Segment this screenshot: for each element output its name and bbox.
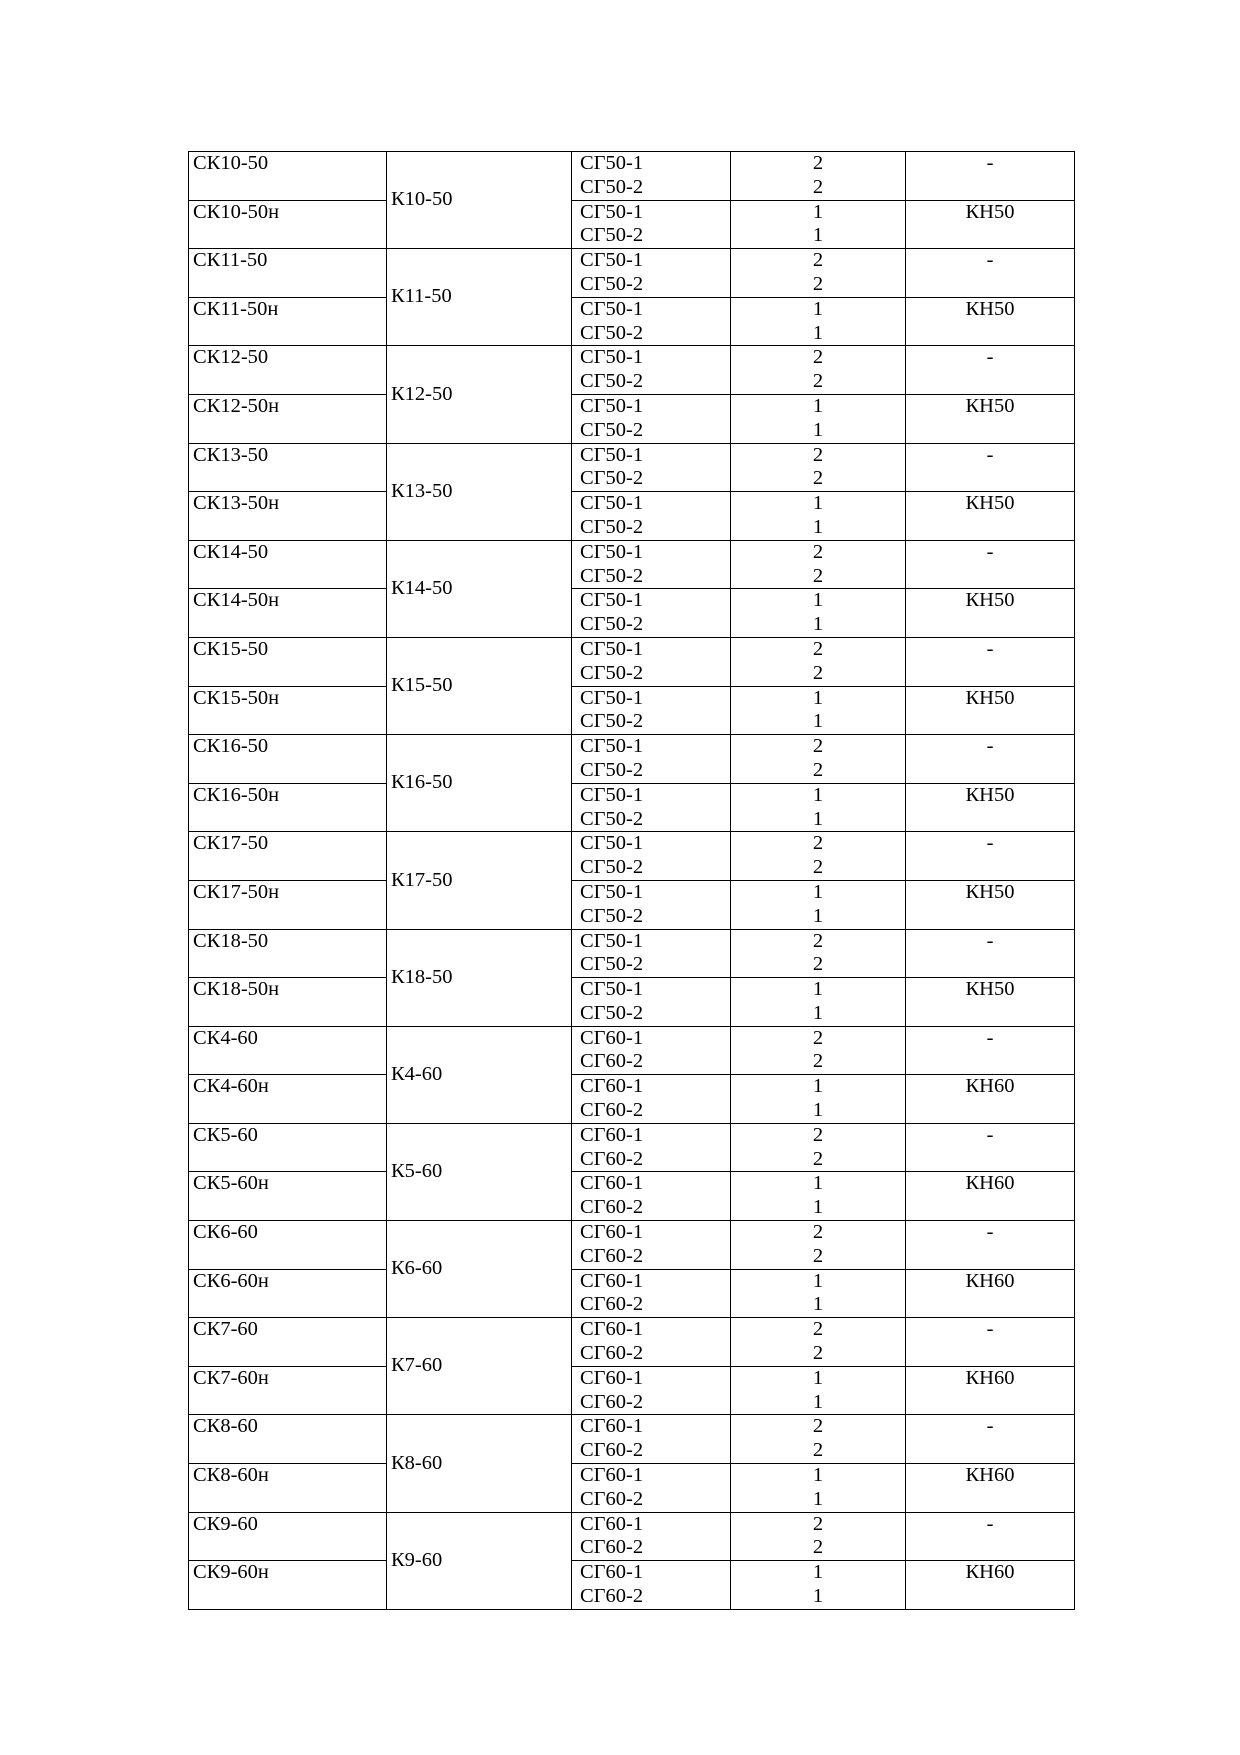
- quantity-cell: [731, 686, 906, 735]
- quantity-value: 2: [812, 856, 824, 879]
- parts-cell: [572, 492, 731, 541]
- quantity-cell: [731, 589, 906, 638]
- part-code: СГ60-2: [580, 1342, 644, 1365]
- table-row: [189, 1415, 1075, 1464]
- part-code: СГ60-2: [580, 1390, 644, 1413]
- part-code: СГ50-1: [580, 346, 644, 369]
- quantity-value: 2: [812, 540, 824, 563]
- table-row: [189, 1366, 1075, 1415]
- table-row: [189, 297, 1075, 346]
- quantity-value: 2: [812, 1342, 824, 1365]
- table-row: [189, 1561, 1075, 1610]
- table-row: [189, 443, 1075, 492]
- part-code: СГ50-1: [580, 832, 644, 855]
- quantity-value: 2: [812, 370, 824, 393]
- group-code-cell: К11-50: [387, 249, 572, 346]
- parts-cell: [572, 1172, 731, 1221]
- part-code: СГ60-1: [580, 1075, 644, 1098]
- item-name-cell: СК10-50н: [189, 200, 387, 249]
- quantity-cell: [731, 783, 906, 832]
- quantity-value: 2: [812, 953, 824, 976]
- quantity-value: 1: [812, 904, 824, 927]
- quantity-value: 2: [812, 735, 824, 758]
- part-code: СГ50-2: [580, 321, 644, 344]
- part-code: СГ60-1: [580, 1221, 644, 1244]
- table-row: [189, 1172, 1075, 1221]
- table-row: [189, 1269, 1075, 1318]
- extra-part-cell: КН60: [906, 1269, 1075, 1318]
- parts-cell: [572, 1464, 731, 1513]
- part-code: СГ60-2: [580, 1050, 644, 1073]
- quantity-cell: [731, 1172, 906, 1221]
- part-code: СГ60-2: [580, 1244, 644, 1267]
- part-code: СГ50-1: [580, 637, 644, 660]
- parts-cell: [572, 1221, 731, 1270]
- quantity-value: 1: [812, 1487, 824, 1510]
- extra-part-cell: -: [906, 443, 1075, 492]
- table-row: [189, 394, 1075, 443]
- quantity-cell: [731, 1123, 906, 1172]
- item-name-cell: СК8-60н: [189, 1464, 387, 1513]
- quantity-value: 2: [812, 1536, 824, 1559]
- parts-cell: [572, 1075, 731, 1124]
- part-code: СГ50-1: [580, 880, 644, 903]
- parts-cell: [572, 1512, 731, 1561]
- quantity-cell: [731, 394, 906, 443]
- quantity-value: 2: [812, 152, 824, 174]
- quantity-value: 1: [812, 1561, 824, 1584]
- quantity-value: 1: [812, 1293, 824, 1316]
- part-code: СГ60-2: [580, 1147, 644, 1170]
- parts-cell: [572, 686, 731, 735]
- parts-cell: [572, 637, 731, 686]
- group-code-cell: К12-50: [387, 346, 572, 443]
- part-code: СГ50-2: [580, 224, 644, 247]
- quantity-value: 1: [812, 1269, 824, 1292]
- quantity-cell: [731, 1318, 906, 1367]
- quantity-value: 1: [812, 492, 824, 515]
- table-row: [189, 1464, 1075, 1513]
- table-row: [189, 735, 1075, 784]
- quantity-value: 2: [812, 1415, 824, 1438]
- part-code: СГ50-1: [580, 540, 644, 563]
- item-name-cell: СК16-50н: [189, 783, 387, 832]
- group-code-cell: К14-50: [387, 540, 572, 637]
- extra-part-cell: -: [906, 152, 1075, 201]
- part-code: СГ50-1: [580, 394, 644, 417]
- parts-cell: [572, 346, 731, 395]
- quantity-value: 1: [812, 418, 824, 441]
- quantity-value: 2: [812, 564, 824, 587]
- group-code-cell: К6-60: [387, 1221, 572, 1318]
- extra-part-cell: -: [906, 1026, 1075, 1075]
- parts-cell: [572, 1318, 731, 1367]
- quantity-value: 1: [812, 1464, 824, 1487]
- table-row: [189, 589, 1075, 638]
- part-code: СГ60-1: [580, 1415, 644, 1438]
- part-code: СГ60-2: [580, 1196, 644, 1219]
- parts-cell: [572, 443, 731, 492]
- quantity-cell: [731, 540, 906, 589]
- extra-part-cell: КН50: [906, 783, 1075, 832]
- extra-part-cell: -: [906, 637, 1075, 686]
- quantity-value: 1: [812, 613, 824, 636]
- part-code: СГ60-1: [580, 1172, 644, 1195]
- quantity-value: 1: [812, 807, 824, 830]
- parts-cell: [572, 832, 731, 881]
- item-name-cell: СК15-50: [189, 637, 387, 686]
- part-code: СГ60-2: [580, 1487, 644, 1510]
- parts-cell: [572, 540, 731, 589]
- part-code: СГ50-2: [580, 613, 644, 636]
- quantity-value: 2: [812, 832, 824, 855]
- item-name-cell: СК10-50: [189, 152, 387, 201]
- quantity-value: 1: [812, 1172, 824, 1195]
- table-row: [189, 978, 1075, 1027]
- quantity-value: 2: [812, 346, 824, 369]
- quantity-value: 2: [812, 1050, 824, 1073]
- item-name-cell: СК9-60: [189, 1512, 387, 1561]
- item-name-cell: СК18-50н: [189, 978, 387, 1027]
- parts-cell: [572, 297, 731, 346]
- extra-part-cell: КН60: [906, 1366, 1075, 1415]
- parts-cell: [572, 1026, 731, 1075]
- table-row: [189, 929, 1075, 978]
- quantity-value: 2: [812, 1147, 824, 1170]
- quantity-value: 1: [812, 1366, 824, 1389]
- part-code: СГ50-1: [580, 152, 644, 174]
- table-row: [189, 1512, 1075, 1561]
- extra-part-cell: -: [906, 1221, 1075, 1270]
- part-code: СГ50-2: [580, 661, 644, 684]
- extra-part-cell: КН50: [906, 394, 1075, 443]
- quantity-cell: [731, 492, 906, 541]
- extra-part-cell: КН50: [906, 978, 1075, 1027]
- quantity-cell: [731, 297, 906, 346]
- part-code: СГ50-2: [580, 953, 644, 976]
- parts-cell: [572, 735, 731, 784]
- quantity-value: 1: [812, 1196, 824, 1219]
- part-code: СГ50-2: [580, 856, 644, 879]
- group-code-cell: К5-60: [387, 1123, 572, 1220]
- part-code: СГ50-1: [580, 589, 644, 612]
- part-code: СГ50-2: [580, 1001, 644, 1024]
- quantity-value: 2: [812, 272, 824, 295]
- group-code-cell: К13-50: [387, 443, 572, 540]
- item-name-cell: СК11-50: [189, 249, 387, 298]
- quantity-value: 2: [812, 175, 824, 198]
- extra-part-cell: -: [906, 929, 1075, 978]
- part-code: СГ60-1: [580, 1366, 644, 1389]
- part-code: СГ60-2: [580, 1439, 644, 1462]
- part-code: СГ50-2: [580, 467, 644, 490]
- extra-part-cell: КН50: [906, 200, 1075, 249]
- extra-part-cell: -: [906, 540, 1075, 589]
- quantity-cell: [731, 1415, 906, 1464]
- extra-part-cell: КН50: [906, 297, 1075, 346]
- table-row: [189, 1075, 1075, 1124]
- item-name-cell: СК13-50н: [189, 492, 387, 541]
- quantity-cell: [731, 1464, 906, 1513]
- quantity-cell: [731, 1269, 906, 1318]
- parts-cell: [572, 249, 731, 298]
- quantity-cell: [731, 637, 906, 686]
- part-code: СГ50-2: [580, 710, 644, 733]
- table-row: [189, 200, 1075, 249]
- quantity-cell: [731, 249, 906, 298]
- quantity-cell: [731, 978, 906, 1027]
- quantity-cell: [731, 1561, 906, 1610]
- group-code-cell: К8-60: [387, 1415, 572, 1512]
- quantity-cell: [731, 200, 906, 249]
- extra-part-cell: КН60: [906, 1075, 1075, 1124]
- table-row: [189, 1026, 1075, 1075]
- group-code-cell: К10-50: [387, 152, 572, 249]
- table-row: [189, 637, 1075, 686]
- table-row: [189, 152, 1075, 201]
- quantity-value: 1: [812, 200, 824, 223]
- part-code: СГ60-1: [580, 1123, 644, 1146]
- quantity-cell: [731, 1366, 906, 1415]
- table-row: [189, 492, 1075, 541]
- part-code: СГ60-1: [580, 1318, 644, 1341]
- part-code: СГ50-2: [580, 904, 644, 927]
- part-code: СГ50-2: [580, 418, 644, 441]
- table-row: [189, 249, 1075, 298]
- table-row: [189, 1221, 1075, 1270]
- quantity-value: 1: [812, 515, 824, 538]
- table-row: [189, 783, 1075, 832]
- extra-part-cell: -: [906, 1123, 1075, 1172]
- table-row: [189, 832, 1075, 881]
- quantity-cell: [731, 443, 906, 492]
- extra-part-cell: КН60: [906, 1172, 1075, 1221]
- item-name-cell: СК4-60: [189, 1026, 387, 1075]
- item-name-cell: СК5-60н: [189, 1172, 387, 1221]
- group-code-cell: К15-50: [387, 637, 572, 734]
- table-row: [189, 880, 1075, 929]
- quantity-value: 1: [812, 394, 824, 417]
- quantity-value: 2: [812, 1318, 824, 1341]
- quantity-value: 1: [812, 978, 824, 1001]
- quantity-value: 1: [812, 1075, 824, 1098]
- specification-table: [188, 151, 1075, 1610]
- parts-cell: [572, 200, 731, 249]
- quantity-value: 2: [812, 929, 824, 952]
- extra-part-cell: -: [906, 249, 1075, 298]
- item-name-cell: СК7-60: [189, 1318, 387, 1367]
- item-name-cell: СК5-60: [189, 1123, 387, 1172]
- extra-part-cell: -: [906, 1512, 1075, 1561]
- parts-cell: [572, 589, 731, 638]
- quantity-value: 2: [812, 1512, 824, 1535]
- quantity-value: 2: [812, 249, 824, 272]
- quantity-value: 1: [812, 1585, 824, 1608]
- part-code: СГ60-1: [580, 1561, 644, 1584]
- part-code: СГ50-1: [580, 686, 644, 709]
- extra-part-cell: -: [906, 346, 1075, 395]
- part-code: СГ50-2: [580, 758, 644, 781]
- quantity-value: 1: [812, 1099, 824, 1122]
- table-row: [189, 1123, 1075, 1172]
- part-code: СГ50-2: [580, 515, 644, 538]
- group-code-cell: К4-60: [387, 1026, 572, 1123]
- quantity-value: 2: [812, 1244, 824, 1267]
- extra-part-cell: -: [906, 735, 1075, 784]
- quantity-value: 2: [812, 467, 824, 490]
- table-row: [189, 346, 1075, 395]
- quantity-value: 1: [812, 321, 824, 344]
- part-code: СГ50-2: [580, 370, 644, 393]
- extra-part-cell: КН50: [906, 589, 1075, 638]
- table-row: [189, 540, 1075, 589]
- item-name-cell: СК6-60н: [189, 1269, 387, 1318]
- item-name-cell: СК14-50н: [189, 589, 387, 638]
- part-code: СГ50-2: [580, 175, 644, 198]
- part-code: СГ50-1: [580, 929, 644, 952]
- part-code: СГ50-1: [580, 492, 644, 515]
- part-code: СГ60-2: [580, 1293, 644, 1316]
- item-name-cell: СК11-50н: [189, 297, 387, 346]
- parts-cell: [572, 152, 731, 201]
- quantity-value: 2: [812, 661, 824, 684]
- quantity-cell: [731, 880, 906, 929]
- part-code: СГ60-1: [580, 1026, 644, 1049]
- part-code: СГ50-1: [580, 978, 644, 1001]
- quantity-cell: [731, 1075, 906, 1124]
- part-code: СГ50-2: [580, 564, 644, 587]
- extra-part-cell: КН50: [906, 880, 1075, 929]
- quantity-value: 1: [812, 880, 824, 903]
- item-name-cell: СК12-50: [189, 346, 387, 395]
- part-code: СГ50-1: [580, 735, 644, 758]
- quantity-value: 1: [812, 686, 824, 709]
- quantity-cell: [731, 832, 906, 881]
- item-name-cell: СК16-50: [189, 735, 387, 784]
- part-code: СГ60-2: [580, 1536, 644, 1559]
- part-code: СГ60-1: [580, 1269, 644, 1292]
- quantity-value: 2: [812, 1026, 824, 1049]
- quantity-cell: [731, 152, 906, 201]
- part-code: СГ60-2: [580, 1099, 644, 1122]
- quantity-value: 2: [812, 637, 824, 660]
- part-code: СГ60-1: [580, 1512, 644, 1535]
- parts-cell: [572, 1366, 731, 1415]
- parts-cell: [572, 783, 731, 832]
- group-code-cell: К18-50: [387, 929, 572, 1026]
- item-name-cell: СК8-60: [189, 1415, 387, 1464]
- quantity-cell: [731, 1512, 906, 1561]
- extra-part-cell: КН50: [906, 492, 1075, 541]
- item-name-cell: СК6-60: [189, 1221, 387, 1270]
- group-code-cell: К16-50: [387, 735, 572, 832]
- document-page: [188, 151, 1062, 1610]
- item-name-cell: СК13-50: [189, 443, 387, 492]
- parts-cell: [572, 880, 731, 929]
- table-body: [189, 152, 1075, 1610]
- item-name-cell: СК17-50: [189, 832, 387, 881]
- parts-cell: [572, 978, 731, 1027]
- extra-part-cell: КН60: [906, 1561, 1075, 1610]
- quantity-value: 1: [812, 589, 824, 612]
- quantity-cell: [731, 735, 906, 784]
- table-row: [189, 1318, 1075, 1367]
- quantity-value: 1: [812, 1001, 824, 1024]
- quantity-cell: [731, 929, 906, 978]
- quantity-value: 1: [812, 1390, 824, 1413]
- group-code-cell: К9-60: [387, 1512, 572, 1609]
- part-code: СГ50-1: [580, 297, 644, 320]
- item-name-cell: СК14-50: [189, 540, 387, 589]
- item-name-cell: СК4-60н: [189, 1075, 387, 1124]
- item-name-cell: СК7-60н: [189, 1366, 387, 1415]
- extra-part-cell: КН50: [906, 686, 1075, 735]
- parts-cell: [572, 1123, 731, 1172]
- item-name-cell: СК18-50: [189, 929, 387, 978]
- item-name-cell: СК9-60н: [189, 1561, 387, 1610]
- extra-part-cell: -: [906, 1415, 1075, 1464]
- part-code: СГ50-1: [580, 200, 644, 223]
- group-code-cell: К7-60: [387, 1318, 572, 1415]
- part-code: СГ50-1: [580, 443, 644, 466]
- part-code: СГ50-2: [580, 807, 644, 830]
- parts-cell: [572, 1561, 731, 1610]
- part-code: СГ50-1: [580, 783, 644, 806]
- part-code: СГ60-1: [580, 1464, 644, 1487]
- parts-cell: [572, 1415, 731, 1464]
- quantity-value: 2: [812, 758, 824, 781]
- quantity-cell: [731, 1026, 906, 1075]
- quantity-cell: [731, 1221, 906, 1270]
- quantity-value: 1: [812, 297, 824, 320]
- parts-cell: [572, 1269, 731, 1318]
- extra-part-cell: КН60: [906, 1464, 1075, 1513]
- extra-part-cell: -: [906, 1318, 1075, 1367]
- quantity-value: 1: [812, 224, 824, 247]
- item-name-cell: СК12-50н: [189, 394, 387, 443]
- parts-cell: [572, 929, 731, 978]
- part-code: СГ50-2: [580, 272, 644, 295]
- quantity-value: 2: [812, 1123, 824, 1146]
- item-name-cell: СК17-50н: [189, 880, 387, 929]
- group-code-cell: К17-50: [387, 832, 572, 929]
- quantity-value: 2: [812, 1439, 824, 1462]
- part-code: СГ50-1: [580, 249, 644, 272]
- quantity-value: 2: [812, 1221, 824, 1244]
- parts-cell: [572, 394, 731, 443]
- part-code: СГ60-2: [580, 1585, 644, 1608]
- item-name-cell: СК15-50н: [189, 686, 387, 735]
- quantity-cell: [731, 346, 906, 395]
- quantity-value: 1: [812, 783, 824, 806]
- quantity-value: 2: [812, 443, 824, 466]
- quantity-value: 1: [812, 710, 824, 733]
- extra-part-cell: -: [906, 832, 1075, 881]
- table-row: [189, 686, 1075, 735]
